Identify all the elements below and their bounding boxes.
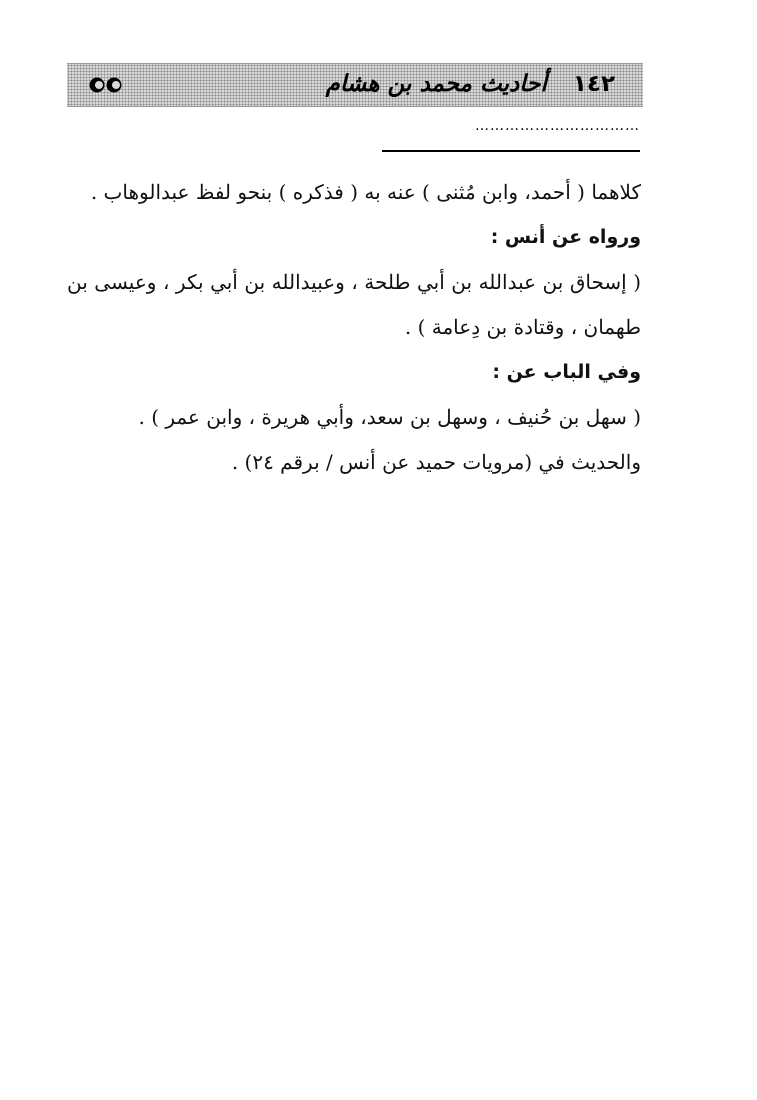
dotted-separator: …………………………… bbox=[475, 118, 640, 134]
body-line: ( إسحاق بن عبدالله بن أبي طلحة ، وعبيدالله بن أبي بكر ، وعيسى بن bbox=[67, 270, 642, 294]
page-number: ١٤٢ bbox=[572, 71, 615, 97]
header-title bbox=[326, 68, 615, 100]
horizontal-rule bbox=[382, 150, 640, 152]
section-heading: ورواه عن أنس : bbox=[490, 226, 641, 248]
body-line: كلاهما ( أحمد، وابن مُثنى ) عنه به ( فذكره ) بنحو لفظ عبدالوهاب . bbox=[90, 180, 641, 204]
page-body bbox=[67, 170, 641, 485]
book-title: أحاديث محمد بن هشام bbox=[325, 71, 547, 97]
body-line: والحديث في (مرويات حميد عن أنس / برقم ٢٤) . bbox=[231, 450, 641, 474]
body-line: ( سهل بن حُنيف ، وسهل بن سعد، وأبي هريرة ، وابن عمر ) . bbox=[138, 405, 641, 429]
body-line: طهمان ، وقتادة بن دِعامة ) . bbox=[404, 315, 641, 339]
section-heading: وفي الباب عن : bbox=[492, 361, 641, 383]
running-header bbox=[67, 63, 643, 107]
ornament-icon bbox=[87, 76, 125, 94]
